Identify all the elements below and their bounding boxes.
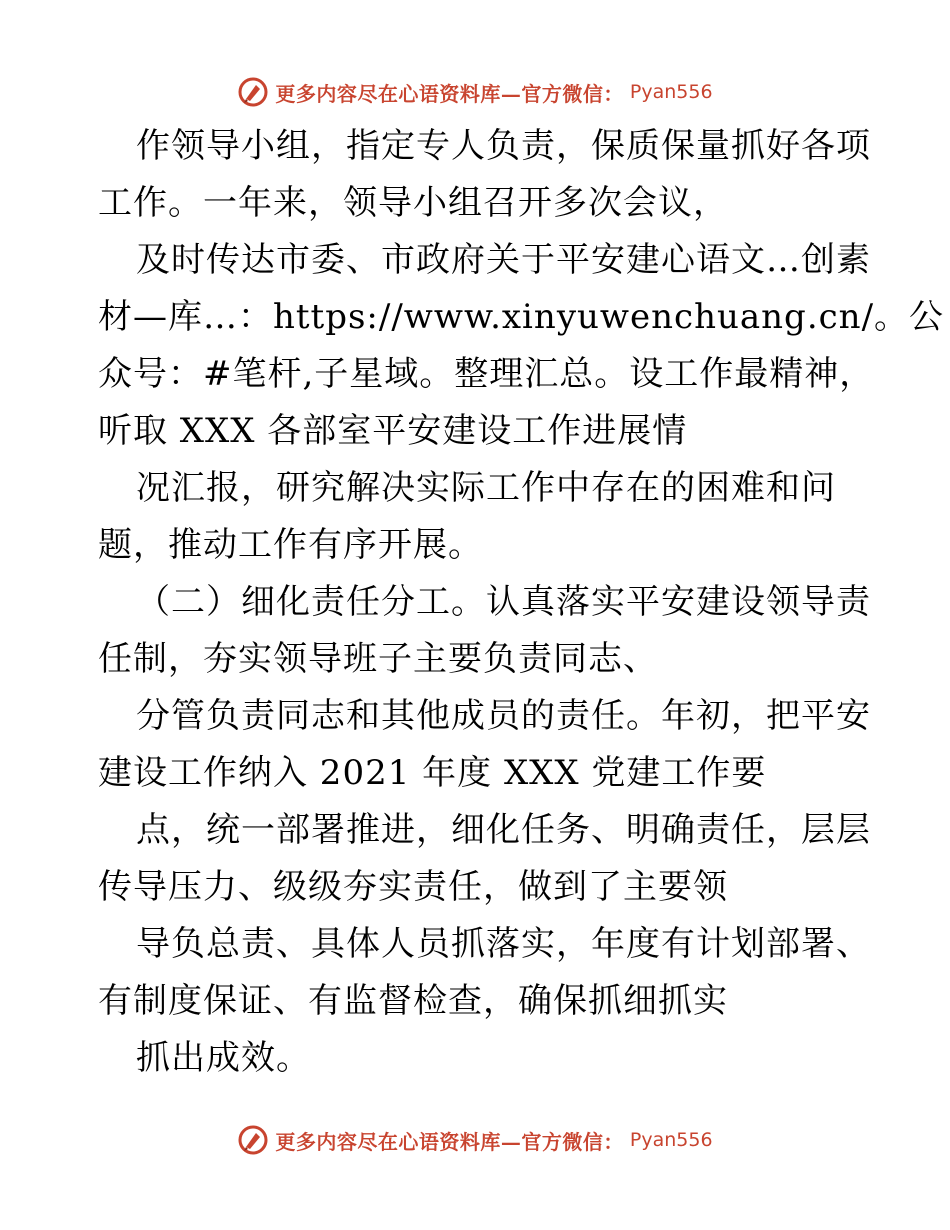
text-line: 有制度保证、有监督检查，确保抓细抓实 [98,981,728,1021]
text-line: 抓出成效。 [136,1038,311,1078]
text-line: 众号：#笔杆,子星域。整理汇总。设工作最精神， [98,354,875,394]
text-line: （二）细化责任分工。认真落实平安建设领导责 [136,582,871,622]
text-line: 听取 XXX 各部室平安建设工作进展情 [98,411,688,451]
text-line: 及时传达市委、市政府关于平安建心语文…创素 [136,240,871,280]
pen-logo-icon [237,76,269,108]
text-line: 导负总责、具体人员抓落实，年度有计划部署、 [136,924,871,964]
header-watermark [0,72,950,112]
watermark-text: 更多内容尽在心语资料库—官方微信： [275,1129,624,1154]
text-line: 点，统一部署推进，细化任务、明确责任，层层 [136,810,871,850]
text-line: 分管负责同志和其他成员的责任。年初，把平安 [136,696,871,736]
watermark-contact: Pyan556 [629,1129,713,1151]
pen-logo-icon [237,1124,269,1156]
watermark-text: 更多内容尽在心语资料库—官方微信： [275,81,624,106]
watermark-contact: Pyan556 [629,81,713,103]
text-line: 材—库…：https://www.xinyuwenchuang.cn/。公 [98,297,945,337]
text-line: 工作。一年来，领导小组召开多次会议， [98,183,728,223]
footer-watermark [0,1120,950,1160]
text-line: 传导压力、级级夯实责任，做到了主要领 [98,867,728,907]
document-body [98,118,945,1087]
text-line: 况汇报，研究解决实际工作中存在的困难和问 [136,468,836,508]
text-line: 任制，夯实领导班子主要负责同志、 [98,639,658,679]
text-line: 题，推动工作有序开展。 [98,525,483,565]
text-line: 作领导小组，指定专人负责，保质保量抓好各项 [136,126,871,166]
text-line: 建设工作纳入 2021 年度 XXX 党建工作要 [98,753,767,793]
